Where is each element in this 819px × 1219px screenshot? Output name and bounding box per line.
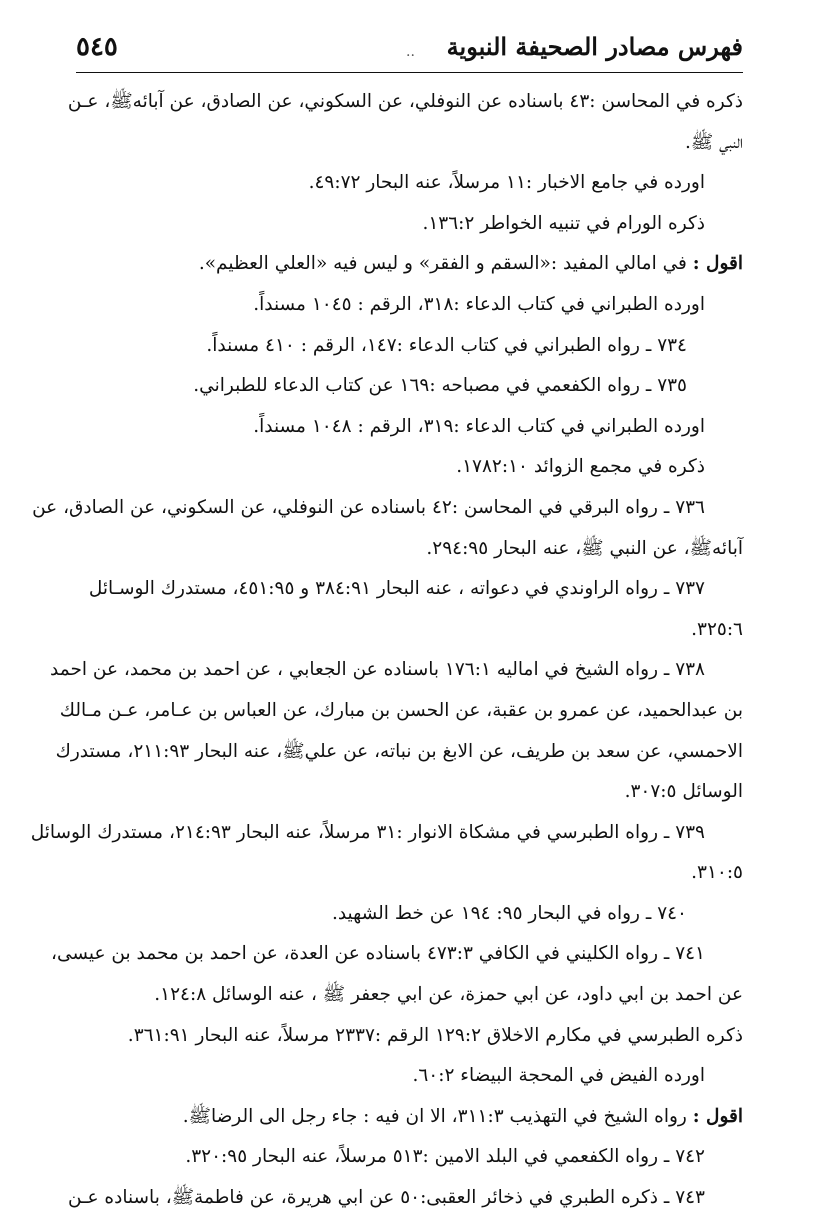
note-prefix: اقول : [692, 253, 743, 275]
text-line: بن عبدالحميد، عن عمرو بن عقبة، عن الحسن بن مبارك، عن العباس بن عـامر، عـن مـالك [59, 699, 743, 721]
text-line: ذكره الورام في تنبيه الخواطر ١٣٦:٢. [422, 212, 705, 234]
note-line: اقول : في امالي المفيد :«السقم و الفقر» و ليس فيه «العلي العظيم». [198, 253, 743, 275]
entry-line: ٧٤٣ ـ ذكره الطبري في ذخائر العقبى:٥٠ عن ابي هريرة، عن فاطمةﷺ، باسناده عـن [67, 1187, 705, 1209]
entry-line: ٧٤١ ـ رواه الكليني في الكافي ٤٧٣:٣ باسناده عن العدة، عن احمد بن محمد بن عيسى، [51, 943, 705, 965]
entry-line: ٧٣٩ ـ رواه الطبرسي في مشكاة الانوار :٣١ مرسلاً، عنه البحار ٢١٤:٩٣، مستدرك الوسائل [30, 821, 705, 843]
running-title: فهرس مصادر الصحيفة النبوية [446, 32, 743, 61]
entry-line: ٧٣٨ ـ رواه الشيخ في اماليه ١٧٦:١ باسناده عن الجعابي ، عن احمد بن محمد، عن احمد [50, 659, 705, 681]
text-line: الاحمسي، عن سعد بن طريف، عن الابغ بن نباته، عن عليﷺ، عنه البحار ٢١١:٩٣، مستدرك [55, 740, 743, 762]
page-header [76, 22, 743, 73]
text-line: اورده في جامع الاخبار :١١ مرسلاً، عنه البحار ٤٩:٧٢. [308, 172, 705, 194]
text-line: اورده الطبراني في كتاب الدعاء :٣١٩، الرقم : ١٠٤٨ مسنداً. [253, 415, 705, 437]
text-line: اورده الطبراني في كتاب الدعاء :٣١٨، الرقم : ١٠٤٥ مسنداً. [253, 293, 705, 315]
entry-line: ٧٣٥ ـ رواه الكفعمي في مصباحه :١٦٩ عن كتاب الدعاء للطبراني. [193, 375, 687, 397]
text-line: ذكره الطبرسي في مكارم الاخلاق ١٢٩:٢ الرقم :٢٣٣٧ مرسلاً، عنه البحار ٣٦١:٩١. [127, 1024, 743, 1046]
page-body [30, 82, 743, 1219]
page-number: ٥٤٥ [76, 32, 118, 62]
entry-line: ٧٣٤ ـ رواه الطبراني في كتاب الدعاء :١٤٧، الرقم : ٤١٠ مسنداً. [206, 334, 687, 356]
text-line: اورده الفيض في المحجة البيضاء ٦٠:٢. [412, 1065, 705, 1087]
note-prefix: اقول : [692, 1105, 743, 1127]
text-line: ٣١٠:٥. [691, 862, 743, 884]
text-line: آبائهﷺ، عن النبي ﷺ، عنه البحار ٢٩٤:٩٥. [426, 537, 743, 559]
text-line: النبي ﷺ. [685, 131, 743, 153]
text-line: ذكره في المحاسن :٤٣ باسناده عن النوفلي، عن السكوني، عن الصادق، عن آبائهﷺ، عـن [67, 91, 743, 112]
entry-line: ٧٤٢ ـ رواه الكفعمي في البلد الامين :٥١٣ مرسلاً، عنه البحار ٣٢٠:٩٥. [185, 1146, 705, 1168]
text-line: الوسائل ٣٠٧:٥. [624, 781, 743, 803]
entry-line: ٧٣٧ ـ رواه الراوندي في دعواته ، عنه البحار ٣٨٤:٩١ و ٤٥١:٩٥، مستدرك الوسـائل [88, 578, 705, 600]
header-dots: .. [406, 44, 415, 60]
text-line: ذكره في مجمع الزوائد ١٧٨٢:١٠. [456, 456, 705, 478]
entry-line: ٧٤٠ ـ رواه في البحار ٩٥: ١٩٤ عن خط الشهيد. [331, 902, 687, 924]
text-line: عن احمد بن ابي داود، عن ابي حمزة، عن ابي جعفر ﷺ ، عنه الوسائل ١٢٤:٨. [154, 984, 743, 1006]
text-line: ٣٢٥:٦. [691, 618, 743, 640]
entry-line: ٧٣٦ ـ رواه البرقي في المحاسن :٤٢ باسناده عن النوفلي، عن السكوني، عن الصادق، عن [32, 496, 705, 518]
note-line: اقول : رواه الشيخ في التهذيب ٣١١:٣، الا ان فيه : جاء رجل الى الرضاﷺ. [182, 1105, 743, 1127]
